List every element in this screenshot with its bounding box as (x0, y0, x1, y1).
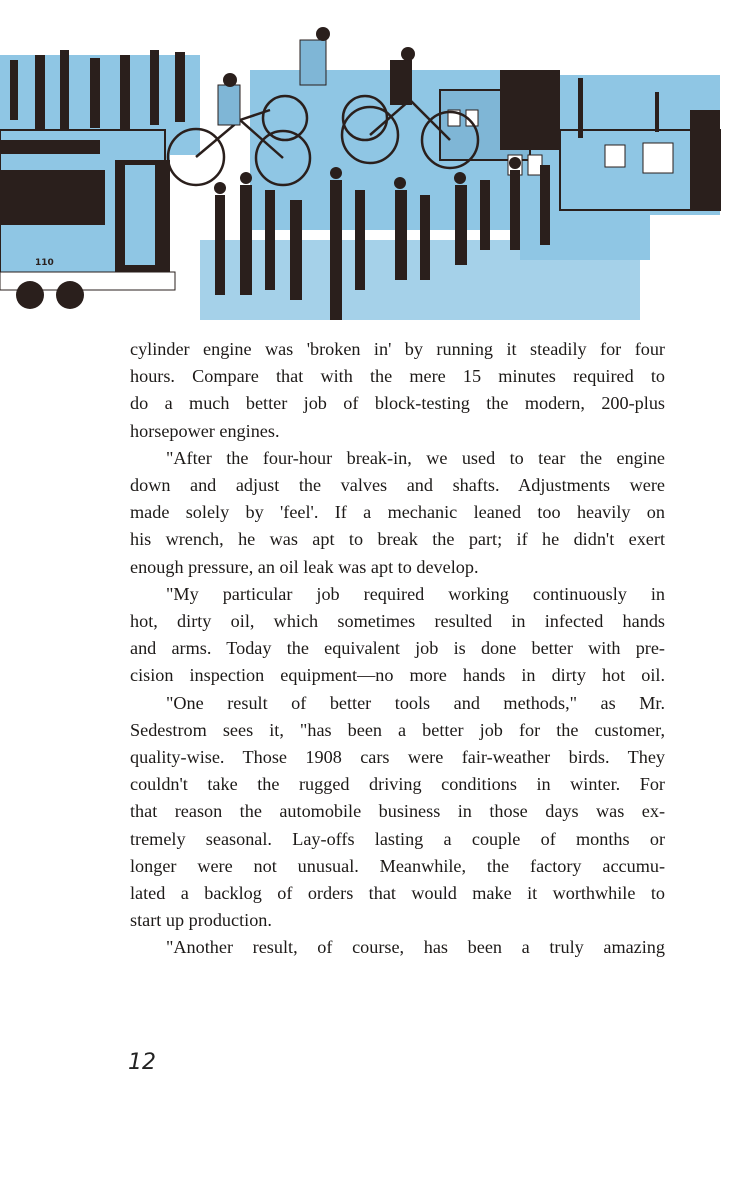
text-line: made solely by 'feel'. If a mechanic leaned too heavily on (130, 502, 665, 523)
text-line: "One result of better tools and methods," as Mr. (166, 692, 665, 713)
text-line: hot, dirty oil, which sometimes resulted in infected hands (130, 611, 665, 632)
text-line: cision inspection equipment—no more hands in dirty hot oil. (130, 665, 665, 686)
text-line: couldn't take the rugged driving conditions in winter. For (130, 774, 665, 795)
text-line: Sedestrom sees it, "has been a better job for the customer, (130, 719, 665, 740)
text-line: enough pressure, an oil leak was apt to develop. (130, 556, 479, 577)
text-line: down and adjust the valves and shafts. Adjustments were (130, 475, 665, 496)
text-line: and arms. Today the equivalent job is done better with pre- (130, 638, 665, 659)
text-line: that reason the automobile business in those days was ex- (130, 801, 665, 822)
streetcar-number: 110 (35, 258, 54, 268)
text-line: quality-wise. Those 1908 cars were fair-weather birds. They (130, 747, 665, 768)
text-line: longer were not unusual. Meanwhile, the factory accumu- (130, 855, 665, 876)
text-line: cylinder engine was 'broken in' by running it steadily for four (130, 339, 665, 359)
text-line: do a much better job of block-testing the modern, 200-plus (130, 393, 665, 414)
commuters-illustration (0, 0, 750, 325)
text-line: tremely seasonal. Lay-offs lasting a couple of months or (130, 828, 665, 849)
text-line: "My particular job required working continuously in (166, 583, 665, 604)
text-line: lated a backlog of orders that would make it worthwhile to (130, 883, 665, 904)
text-line: "After the four-hour break-in, we used to tear the engine (166, 447, 665, 468)
streetcar (0, 130, 175, 309)
text-line: "Another result, of course, has been a truly amazing (166, 937, 665, 958)
body-text (130, 336, 665, 962)
text-line: his wrench, he was apt to break the part; if he didn't exert (130, 529, 665, 550)
text-line: hours. Compare that with the mere 15 minutes required to (130, 366, 665, 387)
text-line: start up production. (130, 910, 272, 931)
text-line: horsepower engines. (130, 420, 280, 441)
page-number: 12 (128, 1050, 156, 1075)
